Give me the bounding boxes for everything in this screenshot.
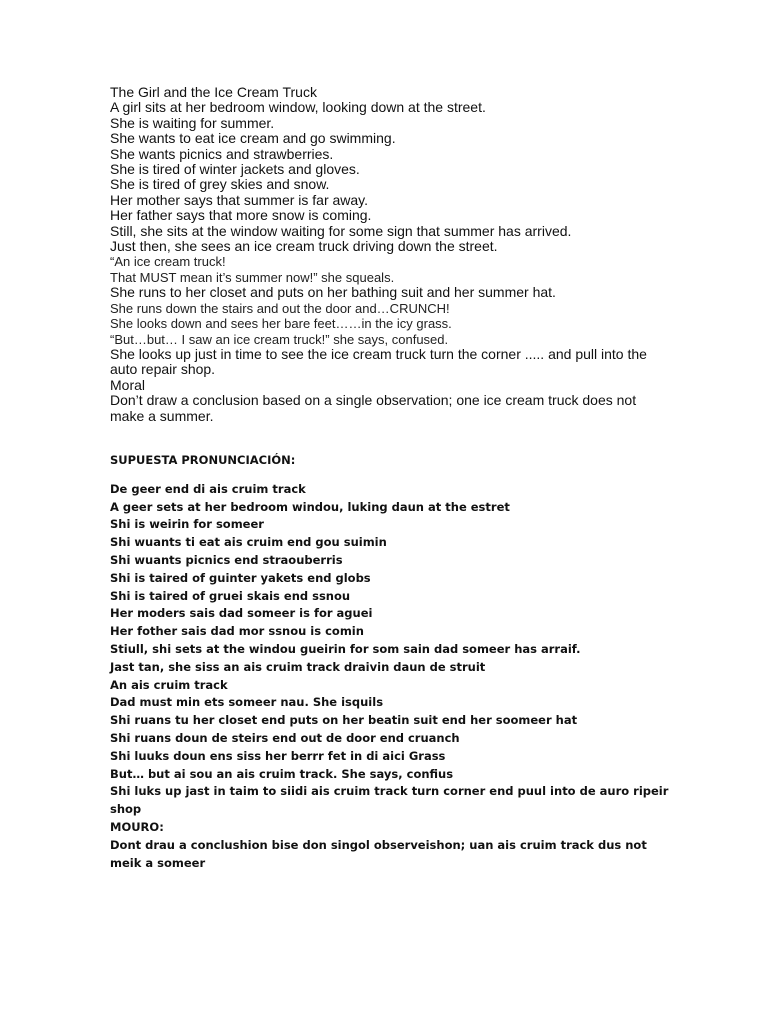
pronunciation-line: Stiull, shi sets at the windou gueirin for som sain dad someer has arraif.: [110, 641, 581, 656]
pronunciation-line: A geer sets at her bedroom windou, luking daun at the estret: [110, 499, 510, 514]
story-line: She runs down the stairs and out the door and…CRUNCH!: [110, 300, 450, 316]
pronunciation-line: An ais cruim track: [110, 677, 228, 692]
pronunciation-line: Shi wuants picnics end straouberris: [110, 552, 343, 567]
story-line: She is tired of grey skies and snow.: [110, 176, 330, 193]
pronunciation-line: De geer end di ais cruim track: [110, 481, 306, 496]
pronunciation-line: Her moders sais dad someer is for aguei: [110, 606, 373, 621]
pronunciation-moral-heading: MOURO:: [110, 819, 164, 834]
story-line: She is tired of winter jackets and gloves.: [110, 161, 360, 178]
pronunciation-line: Shi is taired of guinter yakets end globs: [110, 570, 371, 585]
moral-heading: Moral: [110, 376, 146, 393]
story-line: She runs to her closet and puts on her bathing suit and her summer hat.: [110, 284, 556, 301]
story-line: “But…but… I saw an ice cream truck!” she says, confused.: [110, 331, 449, 347]
pronunciation-line: Shi luks up jast in taim to siidi ais cruim track turn corner end puul into de auro ripeir shop: [110, 784, 669, 817]
pronunciation-moral-text: Dont drau a conclushion bise don singol observeishon; uan ais cruim track dus not meik a someer: [110, 837, 647, 870]
story-title: The Girl and the Ice Cream Truck: [110, 84, 317, 100]
story-line: She wants picnics and strawberries.: [110, 145, 334, 162]
moral-text: Don’t draw a conclusion based on a single observation; one ice cream truck does not make a summer.: [110, 392, 637, 424]
pronunciation-line: Dad must min ets someer nau. She isquils: [110, 695, 384, 710]
pronunciation-line: Shi is taired of gruei skais end ssnou: [110, 588, 351, 603]
story-line: She is waiting for summer.: [110, 114, 275, 131]
pronunciation-line: Shi wuants ti eat ais cruim end gou suimin: [110, 535, 387, 550]
pronunciation-line: Shi is weirin for someer: [110, 517, 264, 532]
story-line: A girl sits at her bedroom window, looking down at the street.: [110, 99, 486, 116]
story-line: Her mother says that summer is far away.: [110, 191, 369, 208]
pronunciation-line: Her fother sais dad mor ssnou is comin: [110, 624, 364, 639]
story-line: She looks up just in time to see the ice cream truck turn the corner ..... and pull into the auto repair shop.: [110, 345, 647, 378]
pronunciation-line: Jast tan, she siss an ais cruim track draivin daun de struit: [110, 659, 486, 674]
story-line: “An ice cream truck!: [110, 254, 226, 270]
story-line: That MUST mean it’s summer now!” she squeals.: [110, 269, 395, 285]
pronunciation-line: Shi ruans doun de steirs end out de door end cruanch: [110, 730, 460, 745]
story-line: She wants to eat ice cream and go swimming.: [110, 130, 396, 147]
story-line: Her father says that more snow is coming.: [110, 207, 372, 224]
pronunciation-section: [110, 452, 670, 872]
story-line: She looks down and sees her bare feet……in the icy grass.: [110, 316, 452, 332]
story-line: Just then, she sees an ice cream truck driving down the street.: [110, 238, 498, 255]
pronunciation-line: But… but ai sou an ais cruim track. She says, confius: [110, 766, 454, 781]
story-line: Still, she sits at the window waiting for some sign that summer has arrived.: [110, 222, 572, 239]
story-section: [110, 85, 670, 424]
pronunciation-line: Shi ruans tu her closet end puts on her beatin suit end her soomeer hat: [110, 713, 578, 728]
pronunciation-line: Shi luuks doun ens siss her berrr fet in di aici Grass: [110, 748, 446, 763]
pronunciation-heading: SUPUESTA PRONUNCIACIÓN:: [110, 453, 296, 467]
